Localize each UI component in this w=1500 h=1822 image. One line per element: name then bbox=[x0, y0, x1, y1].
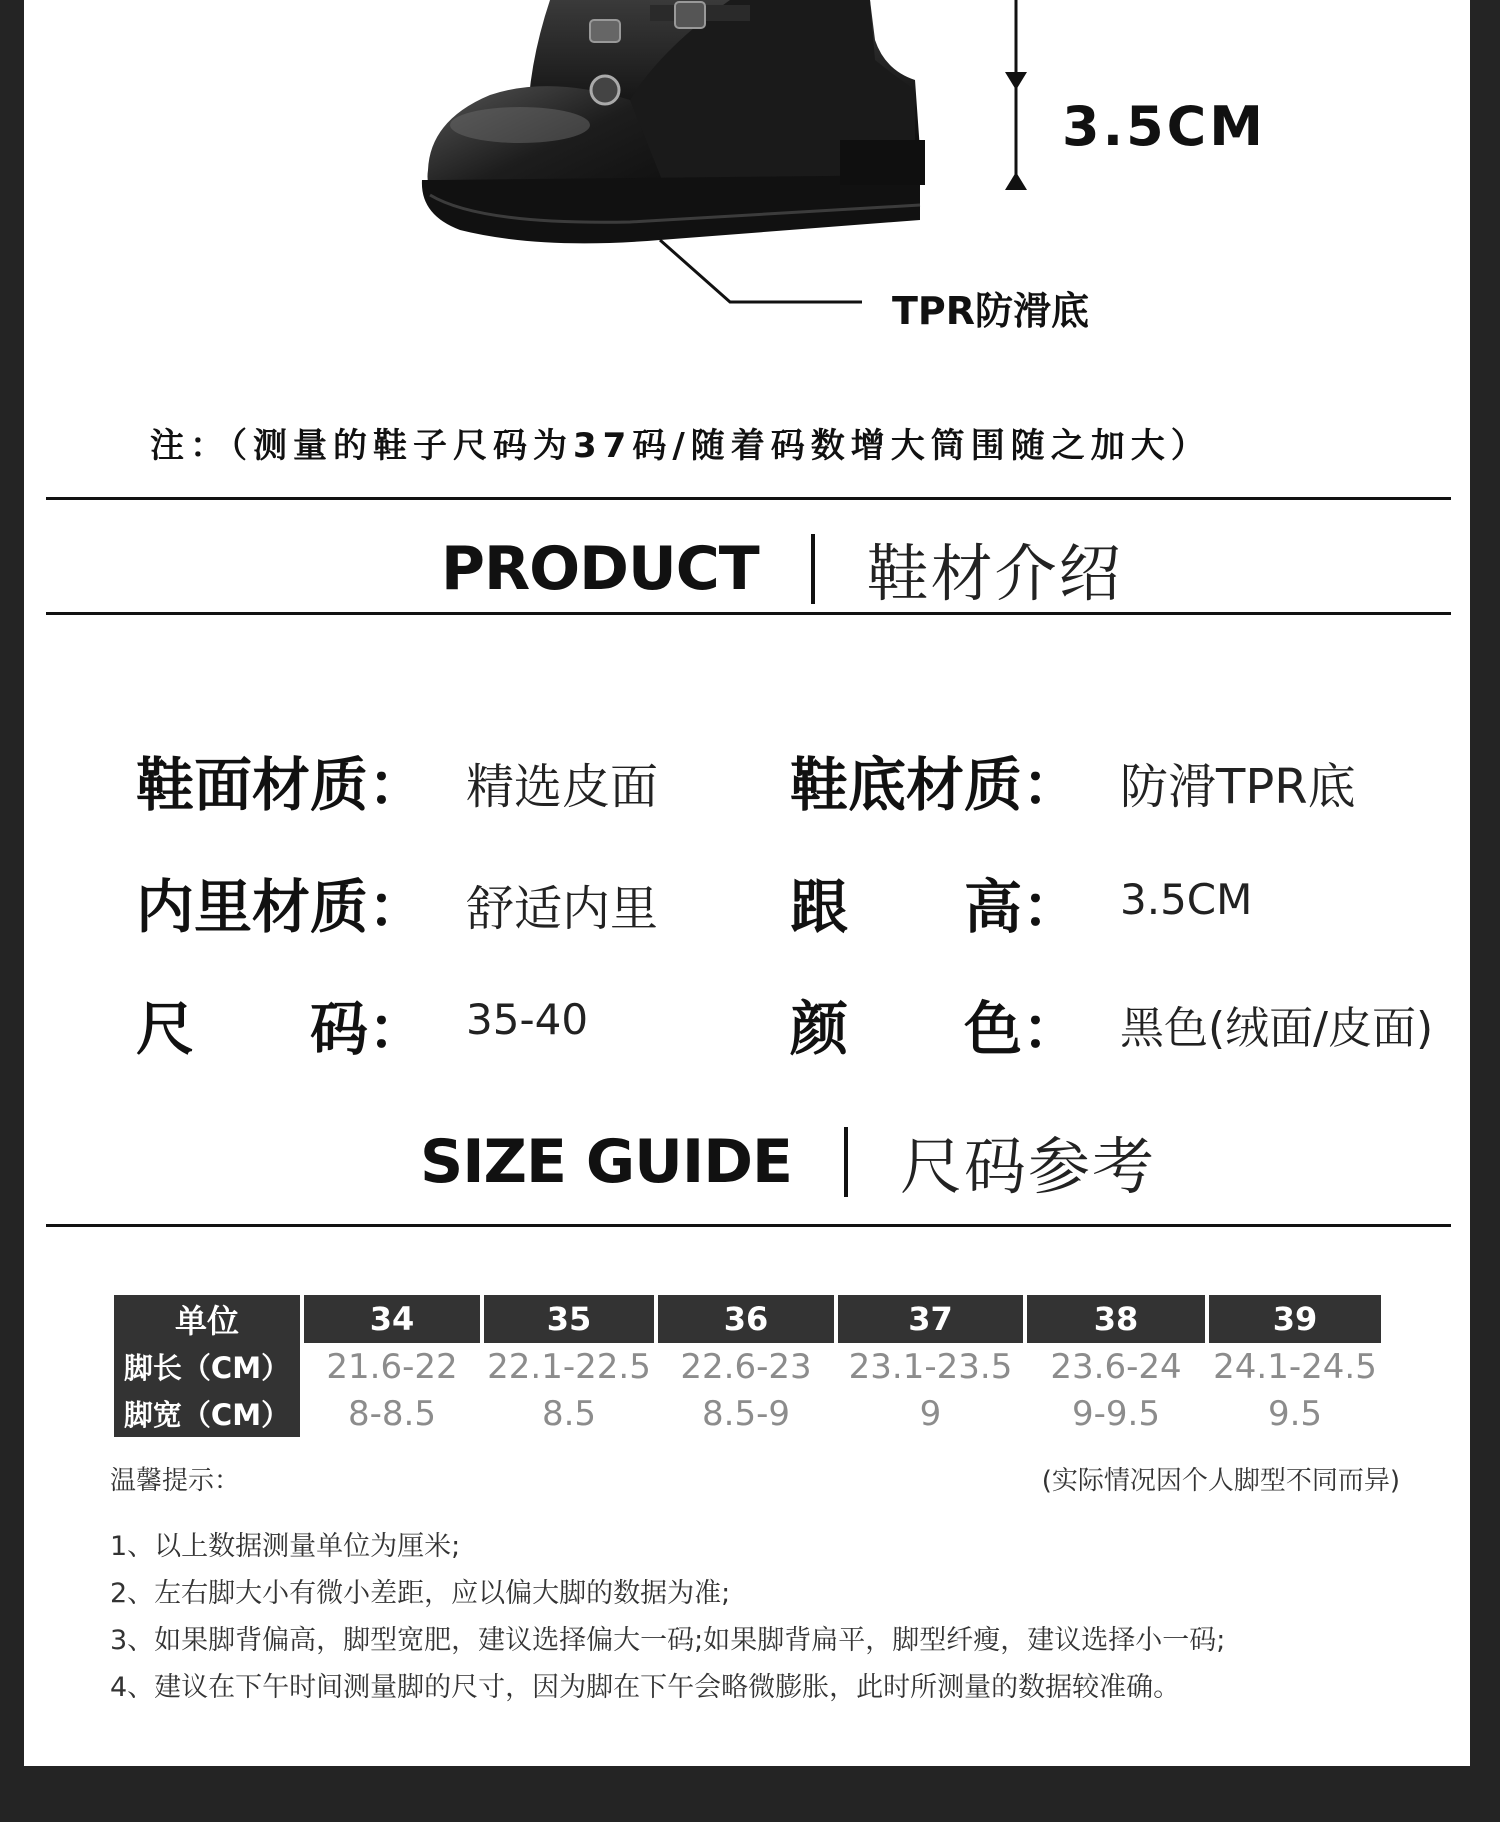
material-value: 3.5CM bbox=[1120, 875, 1253, 924]
size-guide-section-title bbox=[420, 1117, 1156, 1206]
size-table bbox=[110, 1295, 1385, 1437]
table-header-row bbox=[114, 1295, 1381, 1343]
table-cell: 8.5 bbox=[541, 1393, 597, 1434]
list-item: 3、如果脚背偏高，脚型宽肥，建议选择偏大一码;如果脚背扁平，脚型纤瘦，建议选择小一码; bbox=[110, 1625, 1226, 1656]
material-label: 内里材质： bbox=[136, 873, 427, 941]
divider bbox=[46, 1224, 1451, 1227]
material-label: 跟 高： bbox=[790, 873, 1081, 941]
table-row bbox=[114, 1343, 1381, 1390]
material-value: 舒适内里 bbox=[466, 881, 659, 937]
table-cell: 21.6-22 bbox=[326, 1346, 458, 1387]
material-value: 精选皮面 bbox=[466, 759, 659, 815]
section-title-en: SIZE GUIDE bbox=[420, 1126, 793, 1197]
divider bbox=[46, 497, 1451, 500]
table-header-cell: 35 bbox=[484, 1295, 654, 1343]
table-row bbox=[114, 1390, 1381, 1437]
section-title-en: PRODUCT bbox=[441, 533, 759, 604]
table-header-cell: 38 bbox=[1027, 1295, 1205, 1343]
material-label: 鞋底材质： bbox=[790, 751, 1081, 819]
table-cell: 24.1-24.5 bbox=[1213, 1346, 1377, 1387]
measurement-note: 注：（测量的鞋子尺码为37码/随着码数增大筒围随之加大） bbox=[150, 426, 1211, 466]
table-header-cell: 36 bbox=[658, 1295, 834, 1343]
heel-height-label: 3.5CM bbox=[1062, 95, 1267, 158]
material-label: 颜 色： bbox=[790, 995, 1081, 1063]
material-value: 35-40 bbox=[466, 995, 589, 1044]
material-value: 黑色(绒面/皮面) bbox=[1120, 1003, 1434, 1054]
section-divider-bar bbox=[811, 534, 815, 604]
tips-title: 温馨提示： bbox=[110, 1466, 241, 1496]
material-value: 防滑TPR底 bbox=[1120, 759, 1356, 815]
list-item: 2、左右脚大小有微小差距，应以偏大脚的数据为准; bbox=[110, 1578, 731, 1609]
section-divider-bar bbox=[844, 1127, 848, 1197]
sole-label: TPR防滑底 bbox=[892, 289, 1090, 333]
table-header-cell: 34 bbox=[304, 1295, 480, 1343]
tips-list bbox=[110, 1523, 1225, 1711]
material-label: 鞋面材质： bbox=[136, 751, 427, 819]
divider bbox=[46, 612, 1451, 615]
table-cell: 9-9.5 bbox=[1072, 1393, 1160, 1434]
list-item: 1、以上数据测量单位为厘米; bbox=[110, 1531, 461, 1562]
table-cell: 22.1-22.5 bbox=[487, 1346, 651, 1387]
table-cell: 22.6-23 bbox=[680, 1346, 812, 1387]
section-title-cn: 尺码参考 bbox=[900, 1130, 1157, 1203]
table-cell: 9 bbox=[919, 1393, 942, 1434]
tips-aside: (实际情况因个人脚型不同而异) bbox=[1041, 1466, 1400, 1496]
list-item: 4、建议在下午时间测量脚的尺寸，因为脚在下午会略微膨胀，此时所测量的数据较准确。 bbox=[110, 1672, 1181, 1703]
table-row-label: 脚宽（CM） bbox=[114, 1390, 300, 1437]
table-cell: 8-8.5 bbox=[348, 1393, 436, 1434]
product-section-title bbox=[441, 524, 1123, 613]
table-header-cell: 37 bbox=[838, 1295, 1023, 1343]
table-header-cell: 单位 bbox=[114, 1295, 300, 1343]
table-cell: 23.1-23.5 bbox=[848, 1346, 1013, 1387]
table-header-cell: 39 bbox=[1209, 1295, 1381, 1343]
section-title-cn: 鞋材介绍 bbox=[866, 537, 1123, 610]
table-cell: 23.6-24 bbox=[1050, 1346, 1182, 1387]
table-row-label: 脚长（CM） bbox=[114, 1343, 300, 1390]
table-cell: 9.5 bbox=[1267, 1393, 1323, 1434]
material-label: 尺 码： bbox=[136, 995, 427, 1063]
table-cell: 8.5-9 bbox=[702, 1393, 790, 1434]
